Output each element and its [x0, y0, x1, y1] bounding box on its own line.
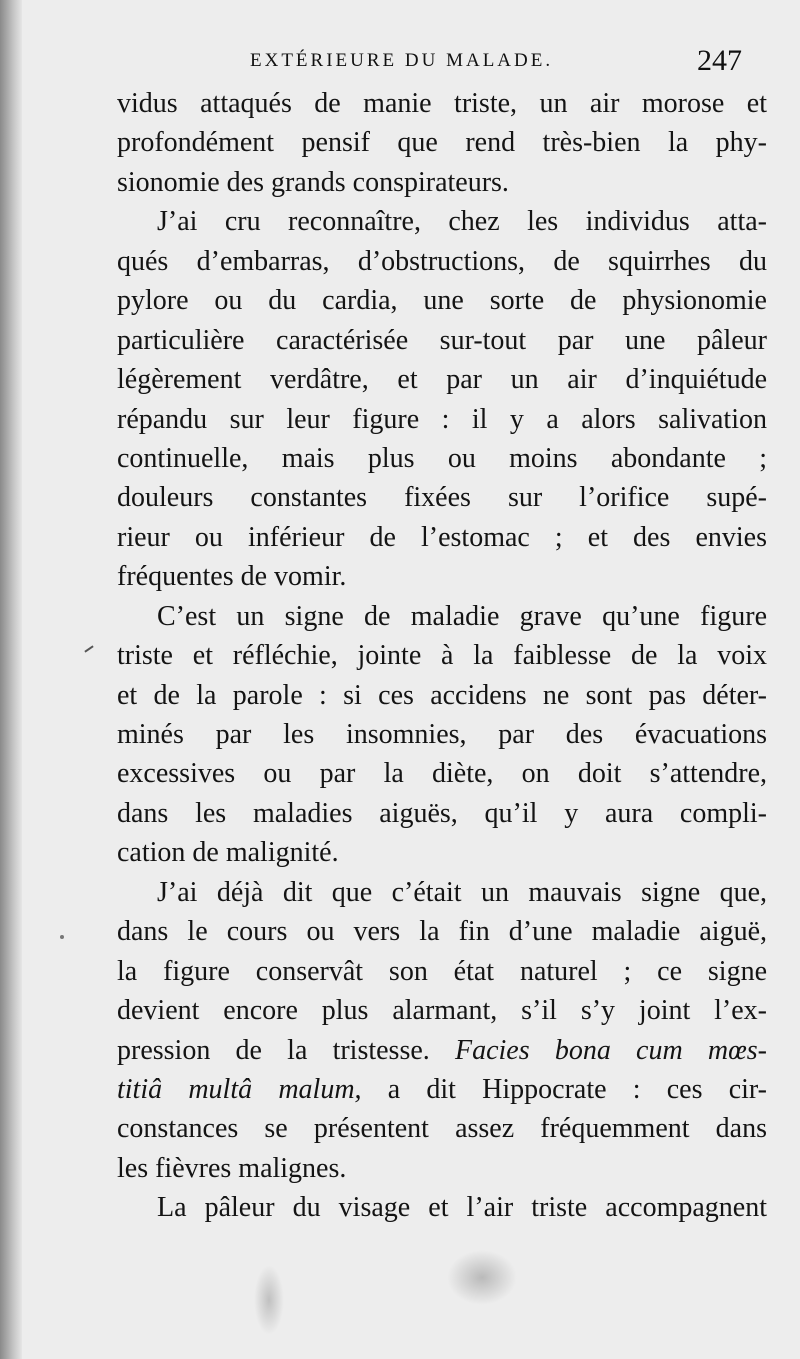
text-line: douleurs constantes fixées sur l’orifice supé-: [117, 482, 767, 514]
roman-text: a dit Hippocrate : ces cir-: [361, 1073, 767, 1105]
text-line: particulière caractérisée sur-tout par une pâleur: [117, 324, 767, 356]
text-line: la figure conservât son état naturel ; ce signe: [117, 955, 767, 987]
text-line: triste et réfléchie, jointe à la faiblesse de la voix: [117, 640, 767, 672]
text-line: constances se présentent assez fréquemment dans: [117, 1113, 767, 1145]
text-line: dans le cours ou vers la fin d’une maladie aiguë,: [117, 916, 767, 948]
text-line: La pâleur du visage et l’air triste accompagnent: [157, 1192, 767, 1224]
text-line: sionomie des grands conspirateurs.: [117, 166, 509, 198]
stray-ink-dot: [60, 935, 64, 939]
text-line: devient encore plus alarmant, s’il s’y joint l’ex-: [117, 995, 767, 1027]
text-line: et de la parole : si ces accidens ne sont pas déter-: [117, 679, 767, 711]
text-line: excessives ou par la diète, on doit s’attendre,: [117, 758, 767, 790]
stray-ink-mark: [84, 645, 93, 652]
text-line: pylore ou du cardia, une sorte de physionomie: [117, 285, 767, 317]
roman-text: pression de la tristesse.: [117, 1034, 455, 1066]
text-line-mixed: [117, 1031, 767, 1070]
text-line: J’ai cru reconnaître, chez les individus atta-: [157, 206, 767, 238]
page-number: 247: [697, 44, 742, 77]
ink-smudge: [254, 1265, 284, 1335]
ink-smudge: [447, 1250, 517, 1305]
text-line: les fièvres malignes.: [117, 1152, 347, 1184]
text-line-mixed: [117, 1070, 767, 1109]
text-line: légèrement verdâtre, et par un air d’inquiétude: [117, 364, 767, 396]
text-line: qués d’embarras, d’obstructions, de squirrhes du: [117, 245, 767, 277]
text-line: profondément pensif que rend très-bien la phy-: [117, 127, 767, 159]
text-line: continuelle, mais plus ou moins abondante ;: [117, 442, 767, 474]
text-line: répandu sur leur figure : il y a alors salivation: [117, 403, 767, 435]
page-gutter-shadow: [0, 0, 22, 1359]
text-line: fréquentes de vomir.: [117, 561, 347, 593]
text-line: minés par les insomnies, par des évacuations: [117, 719, 767, 750]
book-page: [22, 0, 800, 1359]
text-line: cation de malignité.: [117, 837, 339, 869]
text-line: J’ai déjà dit que c’était un mauvais signe que,: [157, 876, 767, 908]
latin-quote: titiâ multâ malum,: [117, 1073, 362, 1105]
latin-quote: Facies bona cum mœs-: [454, 1034, 767, 1066]
running-head: EXTÉRIEURE DU MALADE.: [250, 50, 554, 71]
body-text: [117, 84, 767, 1228]
text-line: rieur ou inférieur de l’estomac ; et des envies: [117, 521, 767, 553]
text-line: C’est un signe de maladie grave qu’une figure: [157, 600, 767, 632]
text-line: vidus attaqués de manie triste, un air morose et: [117, 88, 767, 119]
text-line: dans les maladies aiguës, qu’il y aura compli-: [117, 797, 767, 829]
